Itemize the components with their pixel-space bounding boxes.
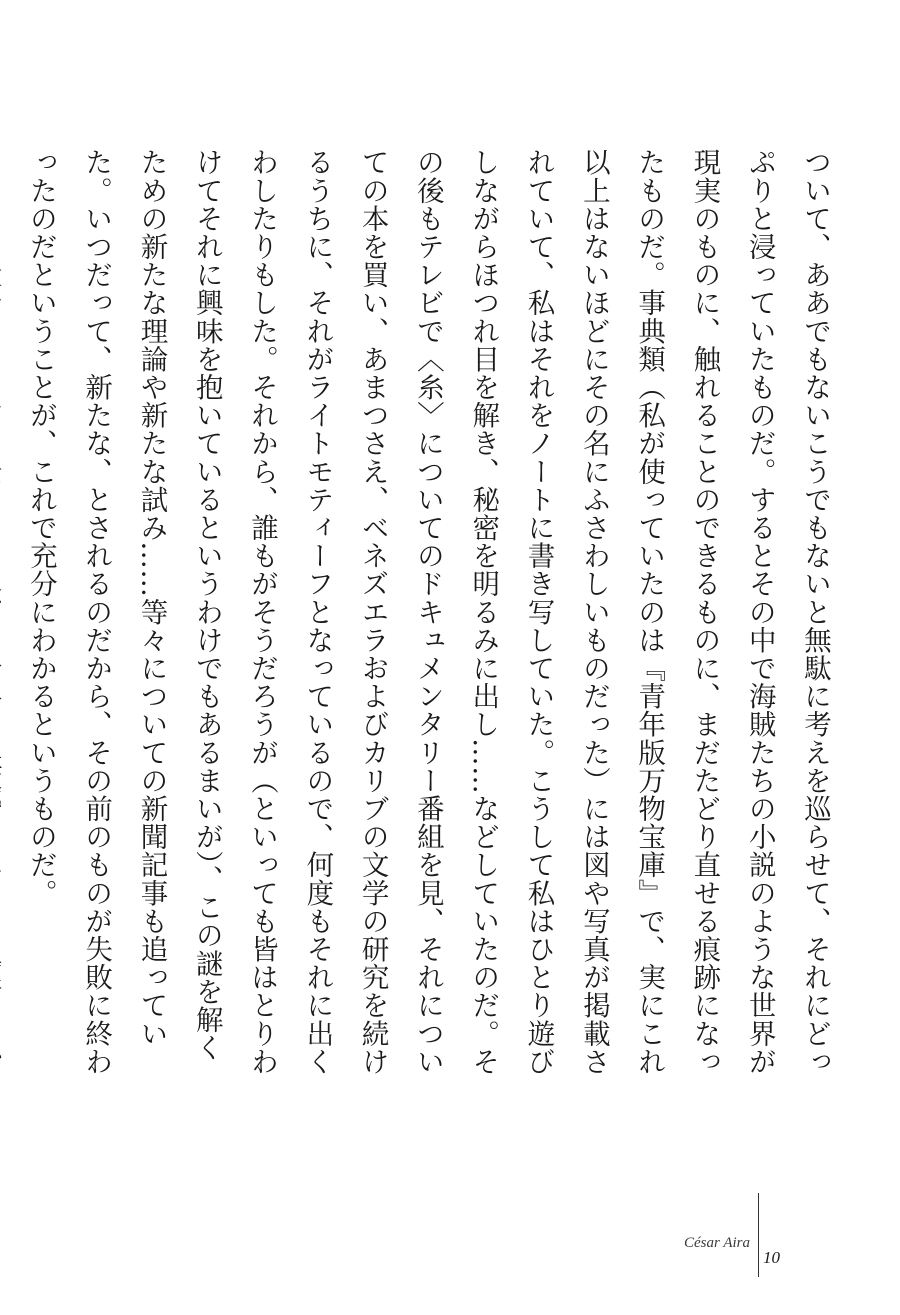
body-text [24, 148, 842, 1078]
paragraph: ついて、ああでもないこうでもないと無駄に考えを巡らせて、それにどっぷりと浸っていたものだ。するとその中で海賊たちの小説のような世界が現実のものに、触れることのできるものに、まだたどり直せる痕跡になったものだ。事典類（私が使っていたのは『青年版万物宝庫』で、実にこれ以上はないほどにその名にふさわしいものだった）には図や写真が掲載されていて、私はそれをノートに書き写していた。こうして私はひとり遊びしながらほつれ目を解き、秘密を明るみに出し……などしていたのだ。その後もテレビで〈糸〉についてのドキュメンタリー番組を見、それについての本を買い、あまつさえ、ベネズエラおよびカリブの文学の研究を続けるうちに、それがライトモティーフとなっているので、何度もそれに出くわしたりもした。それから、誰もがそうだろうが（といっても皆はとりわけてそれに興味を抱いているというわけでもあるまいが）、この謎を解くための新たな理論や新たな試み……等々についての新聞記事も追っていた。いつだって、新たな、とされるのだから、その前のものが失敗に終わったのだということが、これで充分にわかるというものだ。 [24, 148, 831, 1076]
footer-divider [758, 1193, 759, 1277]
paragraph [0, 148, 13, 1078]
running-footer-author: César Aira [684, 1235, 750, 1251]
page-number: 10 [763, 1248, 780, 1267]
